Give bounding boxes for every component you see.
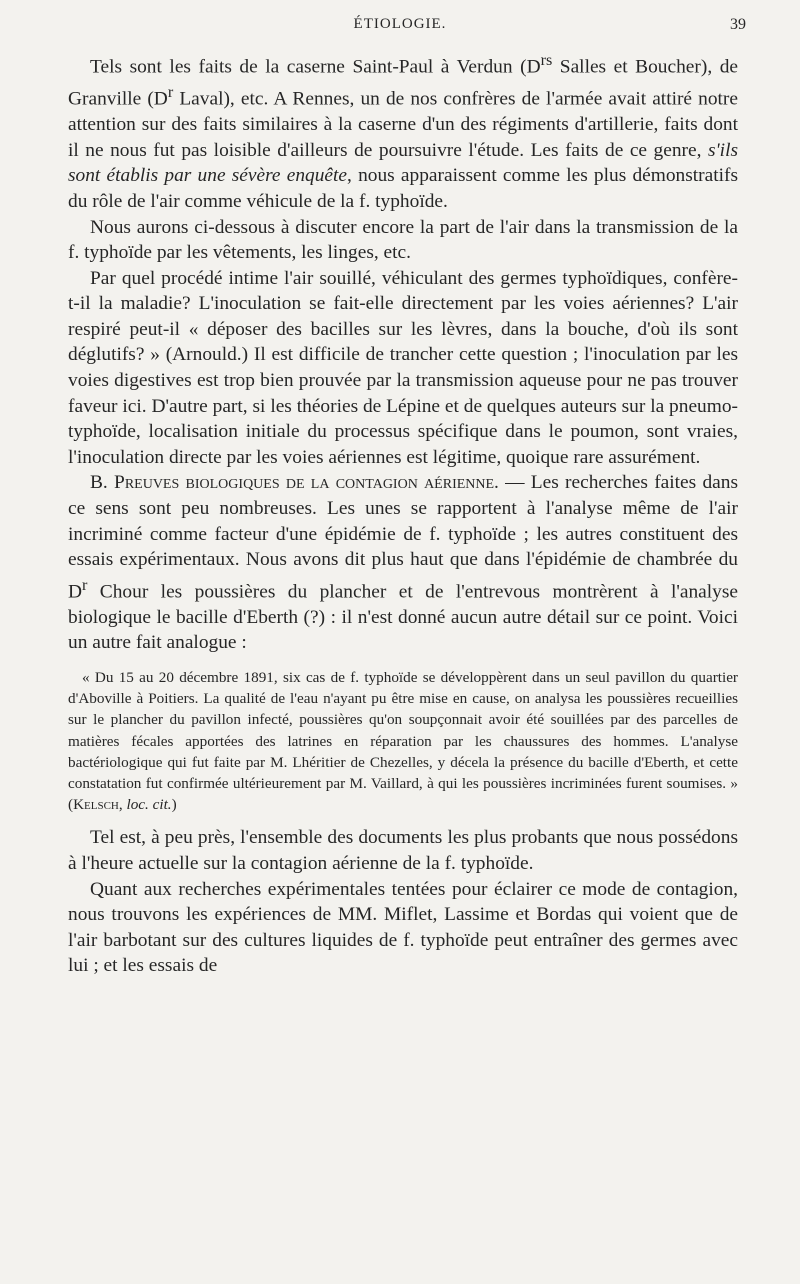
paragraph: Tel est, à peu près, l'ensemble des documents les plus probants que nous possédons à l'heure actuelle sur la contagion aérienne de la f. typhoïde. xyxy=(68,827,738,875)
page-number: 39 xyxy=(730,16,746,33)
section-heading: B. Preuves biologiques de la contagion aérienne. xyxy=(90,472,499,494)
paragraph: B. Preuves biologiques de la contagion aérienne. — Les recherches faites dans ce sens sont peu nombreuses. Les unes se rapportent à l'analyse même de l'air incriminé comme facteur d'une épidémie de f. typhoïde ; les autres constituent des essais expérimentaux. Nous avons dit plus haut que dans l'épidémie de chambrée du $D^r$ Chour les poussières du plancher et de l'entrevous montrèrent à l'analyse biologique le bacille d'Eberth (?) : il n'est donné aucun autre détail sur ce point. Voici un autre fait analogue : xyxy=(68,472,738,654)
body-text xyxy=(68,48,738,979)
running-title: ÉTIOLOGIE. xyxy=(353,16,447,32)
block-quote: « Du 15 au 20 décembre 1891, six cas de f. typhoïde se développèrent dans un seul pavillon du quartier d'Aboville à Poitiers. La qualité de l'eau n'ayant pu être mise en cause, on analysa les poussières recueillies sur le plancher du pavillon infecté, poussières qu'on soupçonnait avoir été souillées par des parcelles de matières fécales apportées des latrines en réparation par les chaussures des hommes. L'analyse bactériologique qui fut faite par M. Lhéritier de Chezelles, y décela la présence du bacille d'Eberth, et cette constatation fut confirmée ultérieurement par M. Vaillard, à qui les poussières incriminées furent soumises. » (Kelsch, loc. cit.) xyxy=(68,669,738,814)
paragraph: Tels sont les faits de la caserne Saint-Paul à Verdun ($D^{rs}$ Salles et Boucher), de Granville ($D^r$ Laval), etc. A Rennes, un de nos confrères de l'armée avait attiré notre attention sur des faits similaires à la caserne d'un des régiments d'artillerie, faits dont il ne nous fut pas loisible d'ailleurs de poursuivre l'étude. Les faits de ce genre, s'ils sont établis par une sévère enquête, nous apparaissent comme les plus démonstratifs du rôle de l'air comme véhicule de la f. typhoïde. xyxy=(68,52,739,212)
paragraph: Par quel procédé intime l'air souillé, véhiculant des germes typhoïdiques, confère-t-il la maladie? L'inoculation se fait-elle directement par les voies aériennes? L'air respiré peut-il « déposer des bacilles sur les lèvres, dans la bouche, d'où ils sont déglutifs? » (Arnould.) Il est difficile de trancher cette question ; l'inoculation par les voies digestives est trop bien prouvée par la transmission aqueuse pour ne pas trouver faveur ici. D'autre part, si les théories de Lépine et de quelques auteurs sur la pneumo-typhoïde, localisation initiale du processus spécifique dans le poumon, sont vraies, l'inoculation directe par les voies aériennes est légitime, quoique rare assurément. xyxy=(68,267,738,468)
paragraph: Nous aurons ci-dessous à discuter encore la part de l'air dans la transmission de la f. typhoïde par les vêtements, les linges, etc. xyxy=(68,216,738,264)
paragraph: Quant aux recherches expérimentales tentées pour éclairer ce mode de contagion, nous trouvons les expériences de MM. Miflet, Lassime et Bordas qui voient que de l'air barbotant sur des cultures liquides de f. typhoïde peut entraîner des germes avec lui ; et les essais de xyxy=(68,878,738,977)
citation-author: Kelsch xyxy=(73,796,119,814)
page-header xyxy=(54,16,746,40)
